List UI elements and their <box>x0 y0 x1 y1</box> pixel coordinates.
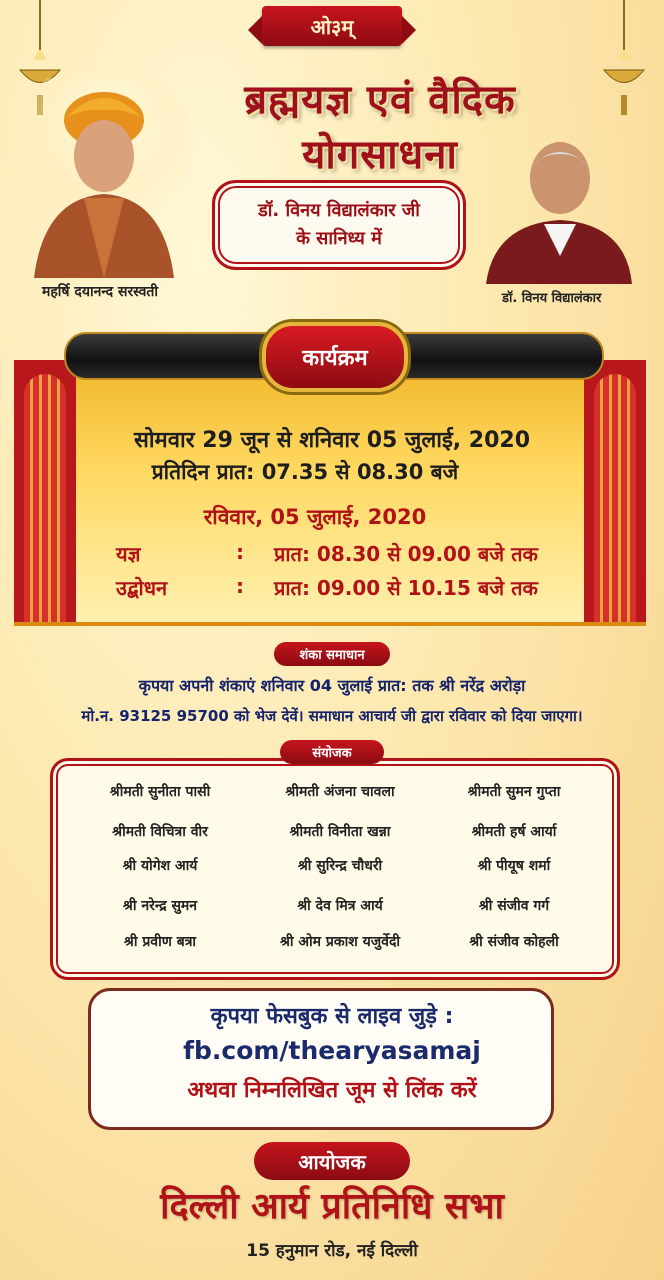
organiser-label: आयोजक <box>254 1142 410 1180</box>
sanyojak-name: श्री नरेन्द्र सुमन <box>122 898 198 914</box>
program-label: कार्यक्रम <box>262 322 408 392</box>
sanyojak-name: श्री देव मित्र आर्य <box>297 898 383 914</box>
presence-line-1: डॉ. विनय विद्यालंकार जी <box>258 200 420 221</box>
shanka-line-1: कृपया अपनी शंकाएं शनिवार 04 जुलाई प्रात: तक श्री नरेंद्र अरोड़ा <box>138 676 526 695</box>
sanyojak-name: श्री सुरिन्द्र चौधरी <box>297 858 383 874</box>
facebook-link[interactable]: fb.com/thearyasamaj <box>183 1036 481 1065</box>
sanyojak-label: संयोजक <box>280 740 384 764</box>
presence-box <box>212 180 466 270</box>
presence-line-2: के सानिध्य में <box>296 228 382 249</box>
zoom-prompt: अथवा निम्नलिखित जूम से लिंक करें <box>187 1078 477 1103</box>
shanka-line-2: मो.न. 93125 95700 को भेज देवें। समाधान आचार्य जी द्वारा रविवार को दिया जाएगा। <box>81 707 583 725</box>
sanyojak-name: श्रीमती अंजना चावला <box>285 784 395 800</box>
sanyojak-name: श्री संजीव कोहली <box>469 934 559 950</box>
sanyojak-name: श्रीमती हर्ष आर्या <box>471 824 557 840</box>
program-sunday: रविवार, 05 जुलाई, 2020 <box>203 505 427 529</box>
schedule-colon: : <box>236 540 244 564</box>
organiser-address: 15 हनुमान रोड, नई दिल्ली <box>246 1241 418 1261</box>
sanyojak-name: श्री प्रवीण बत्रा <box>123 934 197 950</box>
sanyojak-name: श्रीमती सुनीता पासी <box>109 784 211 800</box>
program-daily-time: प्रतिदिन प्रात: 07.35 से 08.30 बजे <box>151 460 459 484</box>
schedule-label: यज्ञ <box>116 542 141 566</box>
sanyojak-name: श्री संजीव गर्ग <box>478 898 550 914</box>
page-title: ब्रह्मयज्ञ एवं वैदिक योगसाधना <box>244 77 516 178</box>
sanyojak-name: श्रीमती सुमन गुप्ता <box>467 784 561 800</box>
organiser-name: दिल्ली आर्य प्रतिनिधि सभा <box>160 1186 504 1227</box>
sanyojak-name: श्री योगेश आर्य <box>122 858 198 874</box>
schedule-time: प्रात: 09.00 से 10.15 बजे तक <box>274 576 538 600</box>
schedule-colon: : <box>236 574 244 598</box>
arch-left-decoration <box>14 360 76 622</box>
hanging-lamp-right-icon <box>594 0 654 120</box>
arch-right-decoration <box>584 360 646 622</box>
schedule-time: प्रात: 08.30 से 09.00 बजे तक <box>274 542 538 566</box>
maharshi-caption: महर्षि दयानन्द सरस्वती <box>42 284 159 300</box>
sanyojak-name: श्री पीयूष शर्मा <box>477 858 551 874</box>
program-date-range: सोमवार 29 जून से शनिवार 05 जुलाई, 2020 <box>133 428 531 453</box>
maharshi-portrait-image <box>14 78 194 278</box>
om-badge <box>262 6 402 46</box>
dr-vinay-portrait-image <box>478 136 638 284</box>
sanyojak-name: श्री ओम प्रकाश यजुर्वेदी <box>279 934 401 950</box>
sanyojak-name: श्रीमती विनीता खन्ना <box>289 824 391 840</box>
shanka-label: शंका समाधान <box>274 642 390 666</box>
dr-vinay-caption: डॉ. विनय विद्यालंकार <box>502 291 602 306</box>
om-label: ओ३म् <box>310 14 354 39</box>
sanyojak-name: श्रीमती विचित्रा वीर <box>112 824 208 840</box>
schedule-label: उद्बोधन <box>116 576 168 600</box>
facebook-prompt: कृपया फेसबुक से लाइव जुड़े : <box>210 1004 454 1029</box>
